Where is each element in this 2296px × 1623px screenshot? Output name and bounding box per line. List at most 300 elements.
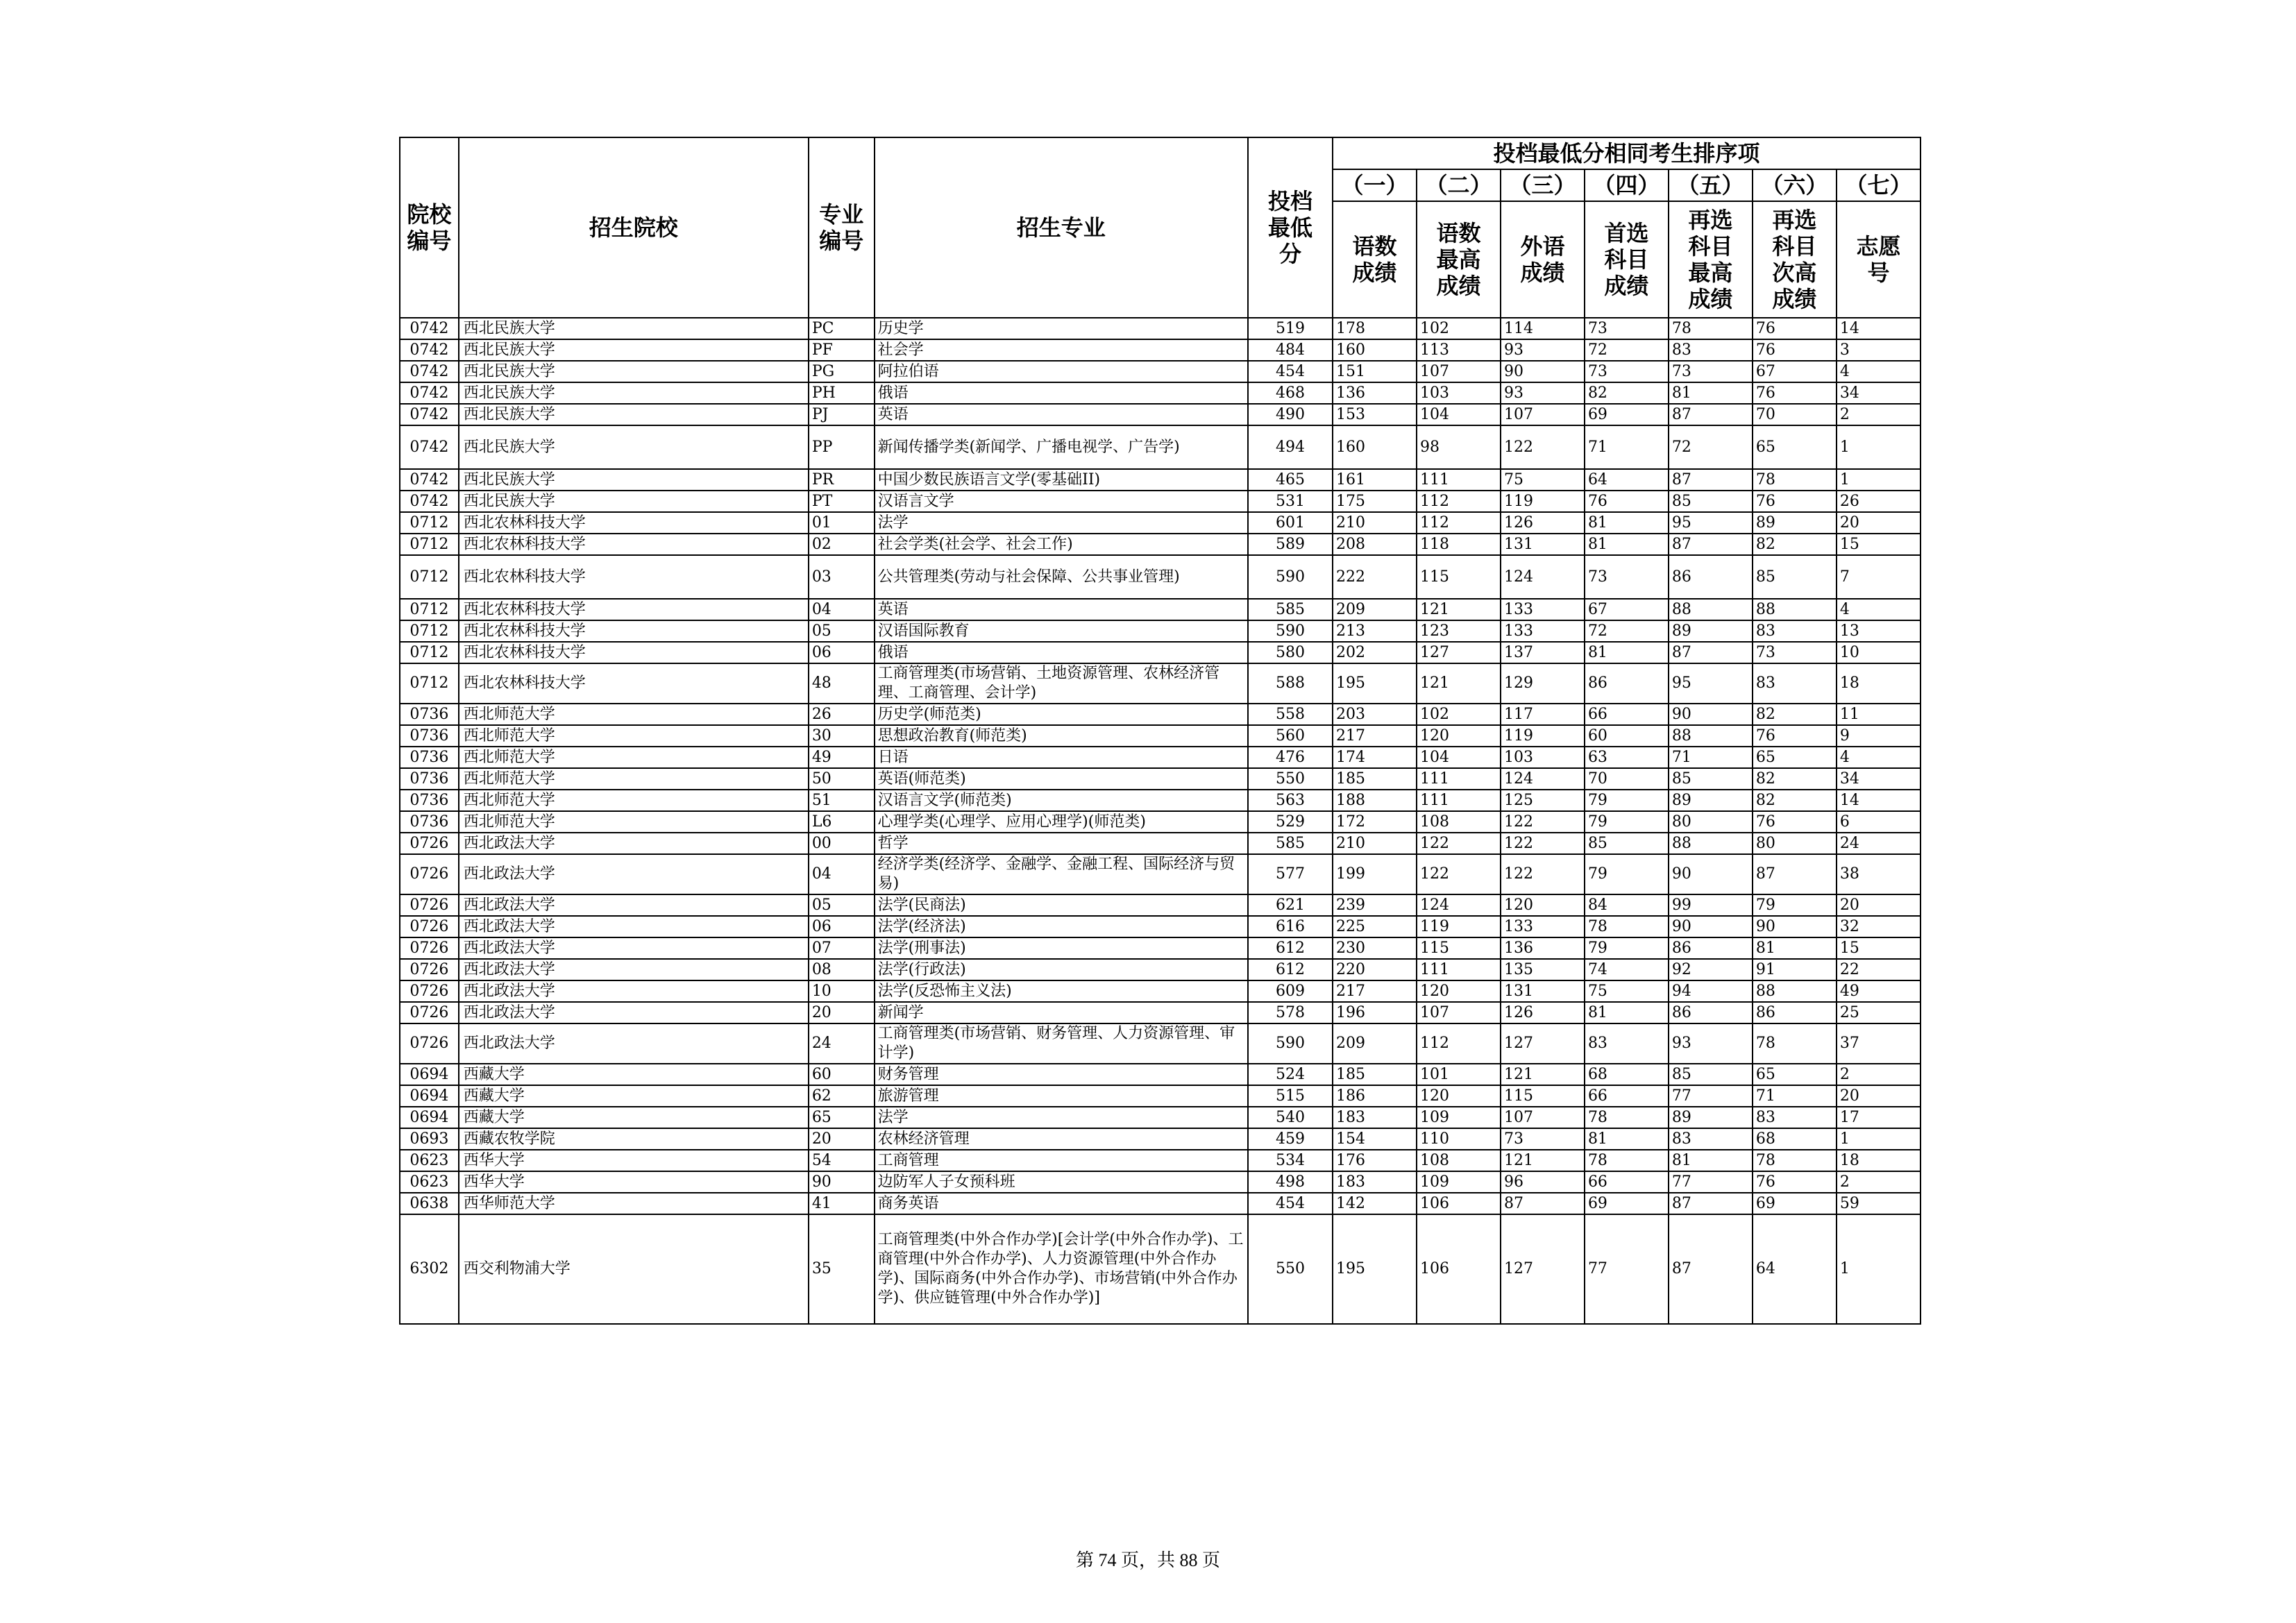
- header-tiebreak-title: 投档最低分相同考生排序项: [1333, 137, 1921, 169]
- major-code-cell: PJ: [809, 404, 875, 425]
- score-5-cell: 73: [1669, 361, 1753, 382]
- score-4-cell: 67: [1585, 599, 1669, 620]
- score-2-cell: 108: [1417, 811, 1501, 833]
- score-4-cell: 82: [1585, 382, 1669, 404]
- score-6-cell: 69: [1753, 1193, 1837, 1214]
- score-3-cell: 75: [1501, 469, 1585, 491]
- score-5-cell: 90: [1669, 916, 1753, 937]
- score-3-cell: 129: [1501, 663, 1585, 704]
- score-7-cell: 34: [1837, 768, 1921, 790]
- school-name-cell: 西北政法大学: [459, 1023, 809, 1064]
- score-5-cell: 88: [1669, 599, 1753, 620]
- major-code-cell: 60: [809, 1064, 875, 1085]
- school-code-cell: 0712: [400, 512, 459, 534]
- school-name-cell: 西北政法大学: [459, 894, 809, 916]
- score-7-cell: 20: [1837, 1085, 1921, 1107]
- score-6-cell: 88: [1753, 599, 1837, 620]
- min-score-cell: 585: [1248, 833, 1333, 854]
- score-1-cell: 209: [1333, 599, 1417, 620]
- score-1-cell: 210: [1333, 512, 1417, 534]
- school-code-cell: 0712: [400, 642, 459, 663]
- school-name-cell: 西北师范大学: [459, 790, 809, 811]
- page-footer: 第 74 页，共 88 页: [1075, 1550, 1220, 1570]
- table-row: [400, 959, 1921, 980]
- score-5-cell: 89: [1669, 790, 1753, 811]
- table-row: [400, 937, 1921, 959]
- min-score-cell: 585: [1248, 599, 1333, 620]
- score-4-cell: 76: [1585, 491, 1669, 512]
- score-7-cell: 4: [1837, 599, 1921, 620]
- major-name-cell: 工商管理类(市场营销、财务管理、人力资源管理、审计学): [875, 1023, 1248, 1064]
- score-7-cell: 38: [1837, 854, 1921, 894]
- score-4-cell: 66: [1585, 1085, 1669, 1107]
- min-score-cell: 484: [1248, 339, 1333, 361]
- major-name-cell: 公共管理类(劳动与社会保障、公共事业管理): [875, 555, 1248, 599]
- score-7-cell: 4: [1837, 747, 1921, 768]
- major-code-cell: 05: [809, 620, 875, 642]
- major-code-cell: 05: [809, 894, 875, 916]
- min-score-cell: 550: [1248, 1214, 1333, 1324]
- score-2-cell: 115: [1417, 937, 1501, 959]
- major-name-cell: 日语: [875, 747, 1248, 768]
- score-7-cell: 1: [1837, 425, 1921, 469]
- school-code-cell: 0693: [400, 1128, 459, 1150]
- score-3-cell: 119: [1501, 725, 1585, 747]
- score-6-cell: 81: [1753, 937, 1837, 959]
- min-score-cell: 529: [1248, 811, 1333, 833]
- score-6-cell: 70: [1753, 404, 1837, 425]
- min-score-cell: 558: [1248, 704, 1333, 725]
- score-7-cell: 26: [1837, 491, 1921, 512]
- header-tiebreak-name: 语数 最高 成绩: [1417, 201, 1501, 318]
- score-4-cell: 70: [1585, 768, 1669, 790]
- school-name-cell: 西北政法大学: [459, 1002, 809, 1023]
- score-4-cell: 81: [1585, 512, 1669, 534]
- school-name-cell: 西北民族大学: [459, 425, 809, 469]
- major-name-cell: 旅游管理: [875, 1085, 1248, 1107]
- score-6-cell: 71: [1753, 1085, 1837, 1107]
- school-code-cell: 0726: [400, 894, 459, 916]
- major-name-cell: 工商管理类(中外合作办学)[会计学(中外合作办学)、工商管理(中外合作办学)、人力资源管理(中外合作办学)、国际商务(中外合作办学)、市场营销(中外合作办学)、供应链管理(中外合作办学)]: [875, 1214, 1248, 1324]
- score-6-cell: 65: [1753, 425, 1837, 469]
- header-tiebreak-num: （七）: [1837, 169, 1921, 201]
- min-score-cell: 454: [1248, 361, 1333, 382]
- major-name-cell: 工商管理: [875, 1150, 1248, 1171]
- score-5-cell: 87: [1669, 469, 1753, 491]
- score-3-cell: 96: [1501, 1171, 1585, 1193]
- major-name-cell: 法学(经济法): [875, 916, 1248, 937]
- score-4-cell: 81: [1585, 642, 1669, 663]
- score-2-cell: 123: [1417, 620, 1501, 642]
- score-1-cell: 151: [1333, 361, 1417, 382]
- header-tiebreak-name: 首选 科目 成绩: [1585, 201, 1669, 318]
- score-4-cell: 74: [1585, 959, 1669, 980]
- major-code-cell: 51: [809, 790, 875, 811]
- score-3-cell: 119: [1501, 491, 1585, 512]
- score-7-cell: 1: [1837, 469, 1921, 491]
- score-1-cell: 202: [1333, 642, 1417, 663]
- school-name-cell: 西北民族大学: [459, 318, 809, 339]
- score-4-cell: 64: [1585, 469, 1669, 491]
- score-4-cell: 84: [1585, 894, 1669, 916]
- score-5-cell: 87: [1669, 534, 1753, 555]
- score-5-cell: 92: [1669, 959, 1753, 980]
- score-4-cell: 85: [1585, 833, 1669, 854]
- score-6-cell: 91: [1753, 959, 1837, 980]
- school-name-cell: 西华师范大学: [459, 1193, 809, 1214]
- score-6-cell: 83: [1753, 620, 1837, 642]
- header-min-score: 投档 最低 分: [1248, 137, 1333, 318]
- major-name-cell: 哲学: [875, 833, 1248, 854]
- major-code-cell: 30: [809, 725, 875, 747]
- score-1-cell: 199: [1333, 854, 1417, 894]
- score-1-cell: 217: [1333, 980, 1417, 1002]
- table-row: [400, 833, 1921, 854]
- table-row: [400, 1002, 1921, 1023]
- min-score-cell: 588: [1248, 663, 1333, 704]
- score-7-cell: 9: [1837, 725, 1921, 747]
- school-code-cell: 0623: [400, 1171, 459, 1193]
- school-name-cell: 西华大学: [459, 1171, 809, 1193]
- header-major-code: 专业 编号: [809, 137, 875, 318]
- school-code-cell: 0712: [400, 599, 459, 620]
- table-row: [400, 916, 1921, 937]
- score-2-cell: 112: [1417, 1023, 1501, 1064]
- major-name-cell: 法学(行政法): [875, 959, 1248, 980]
- score-2-cell: 109: [1417, 1107, 1501, 1128]
- school-name-cell: 西北农林科技大学: [459, 534, 809, 555]
- major-code-cell: PC: [809, 318, 875, 339]
- school-name-cell: 西北农林科技大学: [459, 642, 809, 663]
- school-code-cell: 6302: [400, 1214, 459, 1324]
- score-3-cell: 124: [1501, 768, 1585, 790]
- table-row: [400, 491, 1921, 512]
- table-row: [400, 747, 1921, 768]
- major-name-cell: 汉语国际教育: [875, 620, 1248, 642]
- school-name-cell: 西藏农牧学院: [459, 1128, 809, 1150]
- score-6-cell: 78: [1753, 469, 1837, 491]
- school-name-cell: 西北师范大学: [459, 768, 809, 790]
- score-4-cell: 83: [1585, 1023, 1669, 1064]
- major-name-cell: 法学(民商法): [875, 894, 1248, 916]
- school-code-cell: 0742: [400, 361, 459, 382]
- table-row: [400, 1107, 1921, 1128]
- score-3-cell: 131: [1501, 980, 1585, 1002]
- score-2-cell: 112: [1417, 512, 1501, 534]
- score-3-cell: 121: [1501, 1150, 1585, 1171]
- score-5-cell: 95: [1669, 663, 1753, 704]
- table-row: [400, 854, 1921, 894]
- score-3-cell: 120: [1501, 894, 1585, 916]
- school-code-cell: 0742: [400, 469, 459, 491]
- score-1-cell: 185: [1333, 768, 1417, 790]
- score-7-cell: 22: [1837, 959, 1921, 980]
- score-5-cell: 85: [1669, 491, 1753, 512]
- score-4-cell: 78: [1585, 1150, 1669, 1171]
- score-3-cell: 73: [1501, 1128, 1585, 1150]
- score-4-cell: 72: [1585, 620, 1669, 642]
- school-name-cell: 西北师范大学: [459, 747, 809, 768]
- score-3-cell: 103: [1501, 747, 1585, 768]
- school-name-cell: 西藏大学: [459, 1064, 809, 1085]
- min-score-cell: 531: [1248, 491, 1333, 512]
- score-6-cell: 65: [1753, 747, 1837, 768]
- min-score-cell: 519: [1248, 318, 1333, 339]
- major-code-cell: 04: [809, 854, 875, 894]
- school-name-cell: 西北民族大学: [459, 404, 809, 425]
- major-code-cell: 26: [809, 704, 875, 725]
- score-1-cell: 176: [1333, 1150, 1417, 1171]
- score-5-cell: 87: [1669, 1214, 1753, 1324]
- min-score-cell: 550: [1248, 768, 1333, 790]
- header-tiebreak-num: （三）: [1501, 169, 1585, 201]
- school-code-cell: 0726: [400, 1002, 459, 1023]
- score-6-cell: 82: [1753, 768, 1837, 790]
- score-2-cell: 122: [1417, 854, 1501, 894]
- score-4-cell: 79: [1585, 811, 1669, 833]
- score-4-cell: 60: [1585, 725, 1669, 747]
- school-name-cell: 西北师范大学: [459, 725, 809, 747]
- score-4-cell: 75: [1585, 980, 1669, 1002]
- major-name-cell: 社会学: [875, 339, 1248, 361]
- table-row: [400, 811, 1921, 833]
- min-score-cell: 515: [1248, 1085, 1333, 1107]
- school-code-cell: 0742: [400, 382, 459, 404]
- table-row: [400, 555, 1921, 599]
- score-6-cell: 83: [1753, 1107, 1837, 1128]
- score-3-cell: 124: [1501, 555, 1585, 599]
- score-4-cell: 78: [1585, 1107, 1669, 1128]
- score-4-cell: 69: [1585, 1193, 1669, 1214]
- score-3-cell: 93: [1501, 382, 1585, 404]
- school-code-cell: 0736: [400, 725, 459, 747]
- major-code-cell: 04: [809, 599, 875, 620]
- score-7-cell: 11: [1837, 704, 1921, 725]
- score-1-cell: 161: [1333, 469, 1417, 491]
- score-2-cell: 121: [1417, 599, 1501, 620]
- school-code-cell: 0726: [400, 916, 459, 937]
- score-4-cell: 79: [1585, 790, 1669, 811]
- school-code-cell: 0726: [400, 980, 459, 1002]
- score-1-cell: 160: [1333, 339, 1417, 361]
- score-5-cell: 80: [1669, 811, 1753, 833]
- score-5-cell: 86: [1669, 1002, 1753, 1023]
- school-name-cell: 西北政法大学: [459, 959, 809, 980]
- school-name-cell: 西交利物浦大学: [459, 1214, 809, 1324]
- major-name-cell: 法学: [875, 1107, 1248, 1128]
- major-name-cell: 财务管理: [875, 1064, 1248, 1085]
- admission-table: [399, 137, 1921, 1325]
- score-5-cell: 86: [1669, 937, 1753, 959]
- table-row: [400, 318, 1921, 339]
- score-5-cell: 87: [1669, 404, 1753, 425]
- score-7-cell: 32: [1837, 916, 1921, 937]
- major-code-cell: 90: [809, 1171, 875, 1193]
- score-1-cell: 210: [1333, 833, 1417, 854]
- header-school-code: 院校 编号: [400, 137, 459, 318]
- major-name-cell: 俄语: [875, 382, 1248, 404]
- school-code-cell: 0726: [400, 959, 459, 980]
- major-code-cell: PR: [809, 469, 875, 491]
- score-6-cell: 87: [1753, 854, 1837, 894]
- major-code-cell: 54: [809, 1150, 875, 1171]
- major-name-cell: 工商管理类(市场营销、土地资源管理、农林经济管理、工商管理、会计学): [875, 663, 1248, 704]
- table-row: [400, 339, 1921, 361]
- score-6-cell: 90: [1753, 916, 1837, 937]
- score-1-cell: 186: [1333, 1085, 1417, 1107]
- score-4-cell: 69: [1585, 404, 1669, 425]
- score-2-cell: 120: [1417, 725, 1501, 747]
- school-code-cell: 0742: [400, 404, 459, 425]
- school-code-cell: 0623: [400, 1150, 459, 1171]
- score-6-cell: 76: [1753, 382, 1837, 404]
- table-row: [400, 980, 1921, 1002]
- school-name-cell: 西北民族大学: [459, 469, 809, 491]
- table-row: [400, 704, 1921, 725]
- score-7-cell: 7: [1837, 555, 1921, 599]
- score-1-cell: 213: [1333, 620, 1417, 642]
- school-name-cell: 西北农林科技大学: [459, 620, 809, 642]
- school-code-cell: 0694: [400, 1064, 459, 1085]
- major-code-cell: PG: [809, 361, 875, 382]
- score-4-cell: 63: [1585, 747, 1669, 768]
- score-2-cell: 102: [1417, 318, 1501, 339]
- school-name-cell: 西北农林科技大学: [459, 599, 809, 620]
- score-5-cell: 94: [1669, 980, 1753, 1002]
- score-3-cell: 117: [1501, 704, 1585, 725]
- school-code-cell: 0712: [400, 620, 459, 642]
- score-2-cell: 121: [1417, 663, 1501, 704]
- table-row: [400, 642, 1921, 663]
- min-score-cell: 476: [1248, 747, 1333, 768]
- score-3-cell: 93: [1501, 339, 1585, 361]
- score-2-cell: 110: [1417, 1128, 1501, 1150]
- major-name-cell: 汉语言文学: [875, 491, 1248, 512]
- score-4-cell: 79: [1585, 937, 1669, 959]
- score-5-cell: 90: [1669, 854, 1753, 894]
- score-1-cell: 185: [1333, 1064, 1417, 1085]
- score-1-cell: 239: [1333, 894, 1417, 916]
- major-name-cell: 新闻学: [875, 1002, 1248, 1023]
- table-row: [400, 1171, 1921, 1193]
- school-name-cell: 西北农林科技大学: [459, 555, 809, 599]
- score-6-cell: 76: [1753, 811, 1837, 833]
- score-5-cell: 95: [1669, 512, 1753, 534]
- score-1-cell: 230: [1333, 937, 1417, 959]
- score-7-cell: 1: [1837, 1128, 1921, 1150]
- score-6-cell: 86: [1753, 1002, 1837, 1023]
- score-5-cell: 85: [1669, 768, 1753, 790]
- score-7-cell: 20: [1837, 512, 1921, 534]
- school-code-cell: 0736: [400, 790, 459, 811]
- table-row: [400, 512, 1921, 534]
- score-5-cell: 83: [1669, 339, 1753, 361]
- table-row: [400, 725, 1921, 747]
- score-1-cell: 153: [1333, 404, 1417, 425]
- table-row: [400, 469, 1921, 491]
- min-score-cell: 563: [1248, 790, 1333, 811]
- school-code-cell: 0736: [400, 704, 459, 725]
- major-code-cell: 10: [809, 980, 875, 1002]
- major-name-cell: 英语: [875, 599, 1248, 620]
- school-code-cell: 0742: [400, 339, 459, 361]
- major-code-cell: 50: [809, 768, 875, 790]
- major-code-cell: PF: [809, 339, 875, 361]
- school-code-cell: 0742: [400, 425, 459, 469]
- score-5-cell: 87: [1669, 1193, 1753, 1214]
- score-6-cell: 78: [1753, 1023, 1837, 1064]
- school-name-cell: 西北师范大学: [459, 704, 809, 725]
- score-6-cell: 68: [1753, 1128, 1837, 1150]
- score-4-cell: 81: [1585, 534, 1669, 555]
- score-2-cell: 102: [1417, 704, 1501, 725]
- score-5-cell: 77: [1669, 1085, 1753, 1107]
- score-1-cell: 195: [1333, 663, 1417, 704]
- score-4-cell: 72: [1585, 339, 1669, 361]
- major-code-cell: PH: [809, 382, 875, 404]
- score-5-cell: 71: [1669, 747, 1753, 768]
- score-4-cell: 66: [1585, 1171, 1669, 1193]
- min-score-cell: 590: [1248, 555, 1333, 599]
- score-7-cell: 13: [1837, 620, 1921, 642]
- score-5-cell: 88: [1669, 725, 1753, 747]
- table-row: [400, 404, 1921, 425]
- score-5-cell: 83: [1669, 1128, 1753, 1150]
- school-name-cell: 西北政法大学: [459, 854, 809, 894]
- score-4-cell: 79: [1585, 854, 1669, 894]
- major-name-cell: 历史学(师范类): [875, 704, 1248, 725]
- school-code-cell: 0638: [400, 1193, 459, 1214]
- score-3-cell: 122: [1501, 425, 1585, 469]
- score-7-cell: 4: [1837, 361, 1921, 382]
- major-code-cell: 48: [809, 663, 875, 704]
- header-tiebreak-name: 外语 成绩: [1501, 201, 1585, 318]
- major-code-cell: 06: [809, 916, 875, 937]
- min-score-cell: 578: [1248, 1002, 1333, 1023]
- score-1-cell: 136: [1333, 382, 1417, 404]
- score-2-cell: 120: [1417, 1085, 1501, 1107]
- score-4-cell: 73: [1585, 555, 1669, 599]
- score-7-cell: 25: [1837, 1002, 1921, 1023]
- major-code-cell: 49: [809, 747, 875, 768]
- school-name-cell: 西北农林科技大学: [459, 663, 809, 704]
- score-1-cell: 178: [1333, 318, 1417, 339]
- table-row: [400, 1023, 1921, 1064]
- school-name-cell: 西北政法大学: [459, 937, 809, 959]
- table-row: [400, 790, 1921, 811]
- score-1-cell: 220: [1333, 959, 1417, 980]
- header-tiebreak-num: （一）: [1333, 169, 1417, 201]
- score-3-cell: 107: [1501, 1107, 1585, 1128]
- score-7-cell: 2: [1837, 1171, 1921, 1193]
- score-2-cell: 111: [1417, 768, 1501, 790]
- major-code-cell: 08: [809, 959, 875, 980]
- score-3-cell: 133: [1501, 599, 1585, 620]
- major-code-cell: 65: [809, 1107, 875, 1128]
- score-4-cell: 68: [1585, 1064, 1669, 1085]
- major-code-cell: 24: [809, 1023, 875, 1064]
- header-tiebreak-num: （五）: [1669, 169, 1753, 201]
- header-tiebreak-name: 再选 科目 最高 成绩: [1669, 201, 1753, 318]
- score-5-cell: 86: [1669, 555, 1753, 599]
- major-name-cell: 英语: [875, 404, 1248, 425]
- score-3-cell: 135: [1501, 959, 1585, 980]
- school-name-cell: 西华大学: [459, 1150, 809, 1171]
- min-score-cell: 454: [1248, 1193, 1333, 1214]
- score-3-cell: 137: [1501, 642, 1585, 663]
- score-2-cell: 111: [1417, 469, 1501, 491]
- score-3-cell: 125: [1501, 790, 1585, 811]
